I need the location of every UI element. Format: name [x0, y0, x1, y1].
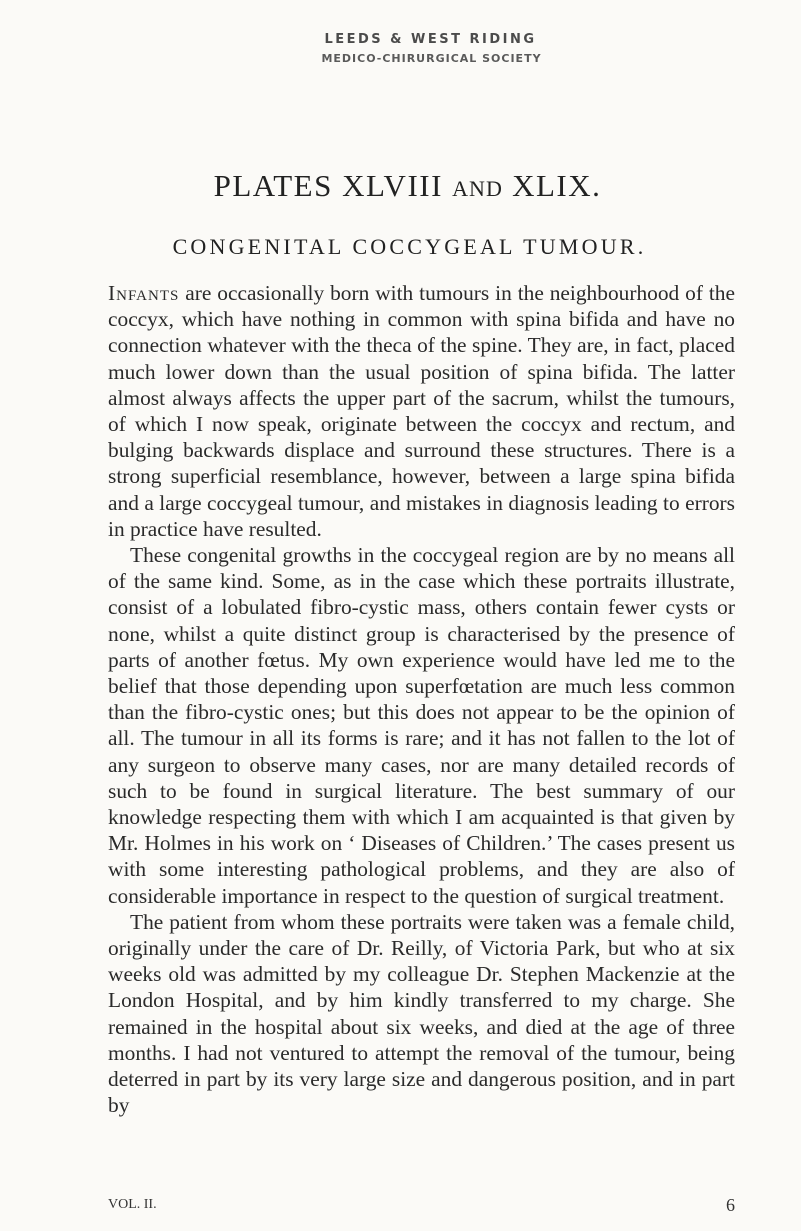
- paragraph-1-text: are occasionally born with tumours in the neighbourhood of the coccyx, which have nothing in common with spina bifida and have no connection whatever with the theca of the spine. They are, in fact, placed much lower down than the usual position of spina bifida. The latter almost always affects the upper part of the sacrum, whilst the tumours, of which I now speak, originate between the coccyx and rectum, and bulging backwards displace and surround these structures. There is a strong superficial resemblance, however, between a large spina bifida and a large coccygeal tumour, and mistakes in diagnosis leading to errors in practice have resulted.: [108, 281, 735, 541]
- library-stamp-line-2: MEDICO-CHIRURGICAL SOCIETY: [321, 52, 542, 65]
- signature-mark: 6: [726, 1195, 735, 1215]
- paragraph-1-lead-word: Infants: [108, 281, 180, 305]
- body-text: [108, 280, 735, 1119]
- library-stamp-line-1: LEEDS & WEST RIDING: [324, 32, 537, 47]
- article-title: CONGENITAL COCCYGEAL TUMOUR.: [172, 234, 647, 259]
- plates-heading-and: AND: [452, 176, 503, 201]
- paragraph-3: The patient from whom these portraits were taken was a female child, originally under the care of Dr. Reilly, of Victoria Park, but who at six weeks old was admitted by my colleague Dr. Stephen Mackenzie at the London Hospital, and by him kindly transferred to my charge. She remained in the hospital about six weeks, and died at the age of three months. I had not ventured to attempt the removal of the tumour, being deterred in part by its very large size and dangerous position, and in part by: [108, 909, 735, 1118]
- plates-heading-part2: XLIX.: [512, 168, 602, 203]
- plates-heading-part1: PLATES XLVIII: [213, 168, 443, 203]
- plates-heading: [0, 168, 801, 204]
- volume-label: VOL. II.: [108, 1197, 157, 1212]
- paragraph-1: [108, 280, 735, 542]
- paragraph-2: These congenital growths in the coccygeal region are by no means all of the same kind. Some, as in the case which these portraits illustrate, consist of a lobulated fibro-cystic mass, others contain fewer cysts or none, whilst a quite distinct group is characterised by the presence of parts of another fœtus. My own experience would have led me to the belief that those depending upon superfœtation are much less common than the fibro-cystic ones; but this does not appear to be the opinion of all. The tumour in all its forms is rare; and it has not fallen to the lot of any surgeon to observe many cases, nor are many detailed records of such to be found in surgical literature. The best summary of our knowledge respecting them with which I am acquainted is that given by Mr. Holmes in his work on ‘ Diseases of Children.’ The cases present us with some interesting pathological problems, and they are also of considerable importance in respect to the question of surgical treatment.: [108, 543, 735, 908]
